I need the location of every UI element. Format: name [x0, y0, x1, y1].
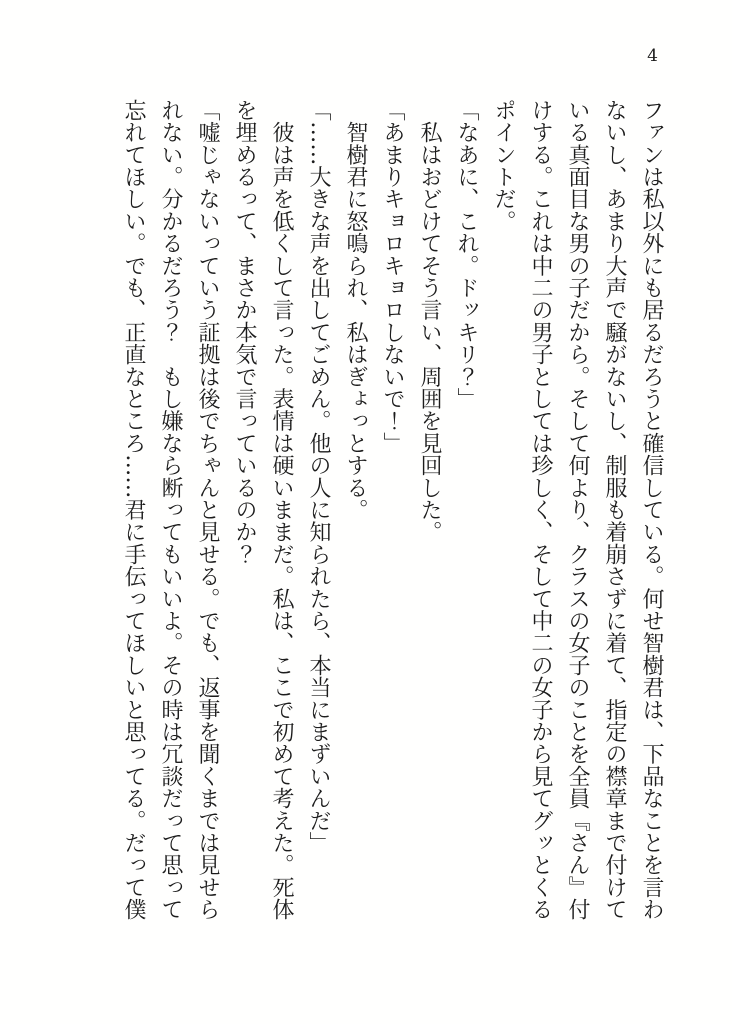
text-line: ファンは私以外にも居るだろうと確信している。何せ智樹君は、下品なことを言わ: [639, 99, 664, 921]
text-line: けする。これは中二の男子としては珍しく、そして中二の女子から見てグッとくる: [528, 99, 553, 921]
text-line: 私はおどけてそう言い、周囲を見回した。: [417, 99, 442, 543]
page-number: 4: [647, 46, 658, 66]
text-line: いる真面目な男の子だから。そして何より、クラスの女子のことを全員『さん』付: [565, 99, 590, 921]
text-line: 智樹君に怒鳴られ、私はぎょっとする。: [343, 99, 368, 521]
text-line: 「なあに、これ。ドッキリ？」: [454, 99, 479, 410]
text-line: 彼は声を低くして言った。表情は硬いままだ。私は、ここで初めて考えた。死体: [269, 99, 294, 921]
text-line: 「嘘じゃないっていう証拠は後でちゃんと見せる。でも、返事を聞くまでは見せら: [195, 99, 220, 921]
text-line: 「……大きな声を出してごめん。他の人に知られたら、本当にまずいんだ」: [306, 99, 331, 854]
body-text: [110, 99, 670, 931]
text-line: ないし、あまり大声で騒がないし、制服も着崩さずに着て、指定の襟章まで付けて: [602, 99, 627, 921]
text-line: を埋めるって、まさか本気で言っているのか？: [232, 99, 257, 566]
text-line: ポイントだ。: [491, 99, 516, 233]
text-line: れない。分かるだろう？ もし嫌なら断ってもいいよ。その時は冗談だって思って: [158, 99, 183, 921]
text-line: 「あまりキョロキョロしないで！」: [380, 99, 405, 455]
text-line: 忘れてほしい。でも、正直なところ……君に手伝ってほしいと思ってる。だって僕: [121, 99, 146, 921]
